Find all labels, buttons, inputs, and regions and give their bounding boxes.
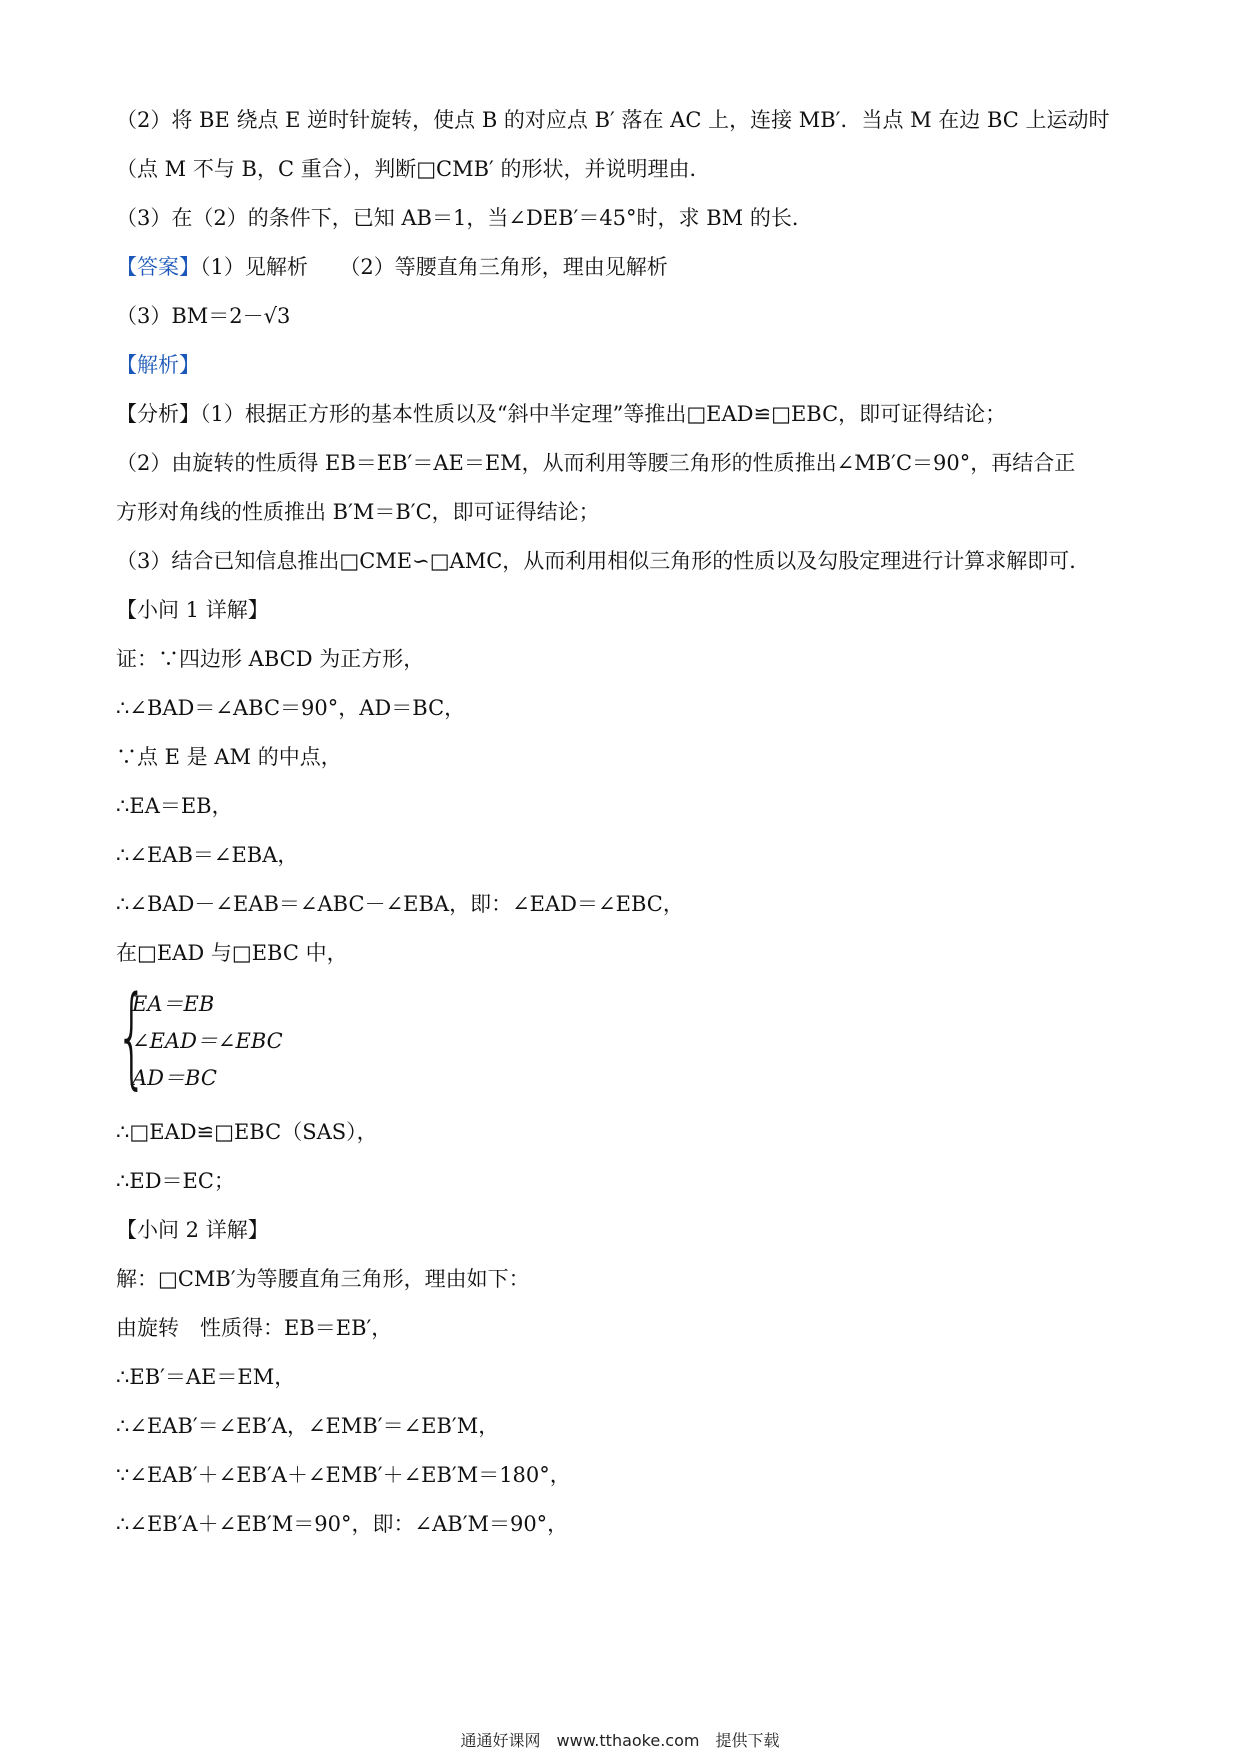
q2-line-5: ∵∠EAB′＋∠EB′A＋∠EMB′＋∠EB′M＝180°， <box>116 1463 571 1487</box>
q2-line-1: 解：□CMB′为等腰直角三角形，理由如下： <box>116 1267 530 1291</box>
q1-line-7: 在□EAD 与□EBC 中， <box>116 941 348 965</box>
answer-line-2: （3）BM＝2－√3 <box>116 304 291 328</box>
analysis-line-2-continued: 方形对角线的性质推出 B′M＝B′C，即可证得结论； <box>116 500 600 524</box>
system-line-1: EA＝EB <box>132 992 215 1016</box>
system-lines <box>132 986 283 1097</box>
analysis-line-2: （2）由旋转的性质得 EB＝EB′＝AE＝EM，从而利用等腰三角形的性质推出∠MB′C＝90°，再结合正 <box>116 451 1076 475</box>
analysis-line-3: （3）结合已知信息推出□CME∽□AMC，从而利用相似三角形的性质以及勾股定理进行计算求解即可． <box>116 549 1091 573</box>
system-line-2: ∠EAD＝∠EBC <box>132 1029 283 1053</box>
q2-line-4: ∴∠EAB′＝∠EB′A，∠EMB′＝∠EB′M， <box>116 1414 500 1438</box>
answer-text-1: （1）见解析 （2）等腰直角三角形，理由见解析 <box>200 255 668 279</box>
answer-line-1 <box>116 243 1136 292</box>
solution-content <box>116 96 1136 1549</box>
q1-line-1: 证：∵四边形 ABCD 为正方形， <box>116 647 425 671</box>
system-line-3: AD＝BC <box>132 1066 217 1090</box>
q1-line-4: ∴EA＝EB， <box>116 794 233 818</box>
fenxi-label: 【分析】 <box>116 402 200 426</box>
problem-part2-continued: （点 M 不与 B，C 重合），判断□CMB′ 的形状，并说明理由． <box>116 157 711 181</box>
page-footer: 通通好课网 www.tthaoke.com 提供下载 <box>460 1731 780 1750</box>
q1-title: 【小问 1 详解】 <box>116 598 269 622</box>
left-brace-icon: { <box>116 972 148 1100</box>
q1-line-3: ∵点 E 是 AM 的中点， <box>116 745 342 769</box>
answer-label: 【答案】 <box>116 255 200 279</box>
problem-part2: （2）将 BE 绕点 E 逆时针旋转，使点 B 的对应点 B′ 落在 AC 上，连接 MB′．当点 M 在边 BC 上运动时 <box>116 108 1110 132</box>
q2-title: 【小问 2 详解】 <box>116 1218 269 1242</box>
q1-line-8: ∴□EAD≌□EBC（SAS）， <box>116 1120 378 1144</box>
q1-line-5: ∴∠EAB＝∠EBA， <box>116 843 299 867</box>
q2-line-3: ∴EB′＝AE＝EM， <box>116 1365 296 1389</box>
q2-line-6: ∴∠EB′A＋∠EB′M＝90°，即：∠AB′M＝90°， <box>116 1512 569 1536</box>
jiexi-label <box>116 341 1136 390</box>
q1-line-9: ∴ED＝EC； <box>116 1169 235 1193</box>
problem-part3: （3）在（2）的条件下，已知 AB＝1，当∠DEB′＝45°时，求 BM 的长． <box>116 206 813 230</box>
analysis-line-1 <box>116 390 1136 439</box>
equation-system <box>116 972 1136 1100</box>
q2-line-2: 由旋转 性质得：EB＝EB′， <box>116 1316 393 1340</box>
jiexi-tag: 【解析】 <box>116 353 200 377</box>
q1-line-2: ∴∠BAD＝∠ABC＝90°，AD＝BC， <box>116 696 466 720</box>
q1-line-6: ∴∠BAD－∠EAB＝∠ABC－∠EBA，即：∠EAD＝∠EBC， <box>116 892 684 916</box>
fenxi-text-1: （1）根据正方形的基本性质以及“斜中半定理”等推出□EAD≌□EBC，即可证得结论； <box>200 402 1007 426</box>
